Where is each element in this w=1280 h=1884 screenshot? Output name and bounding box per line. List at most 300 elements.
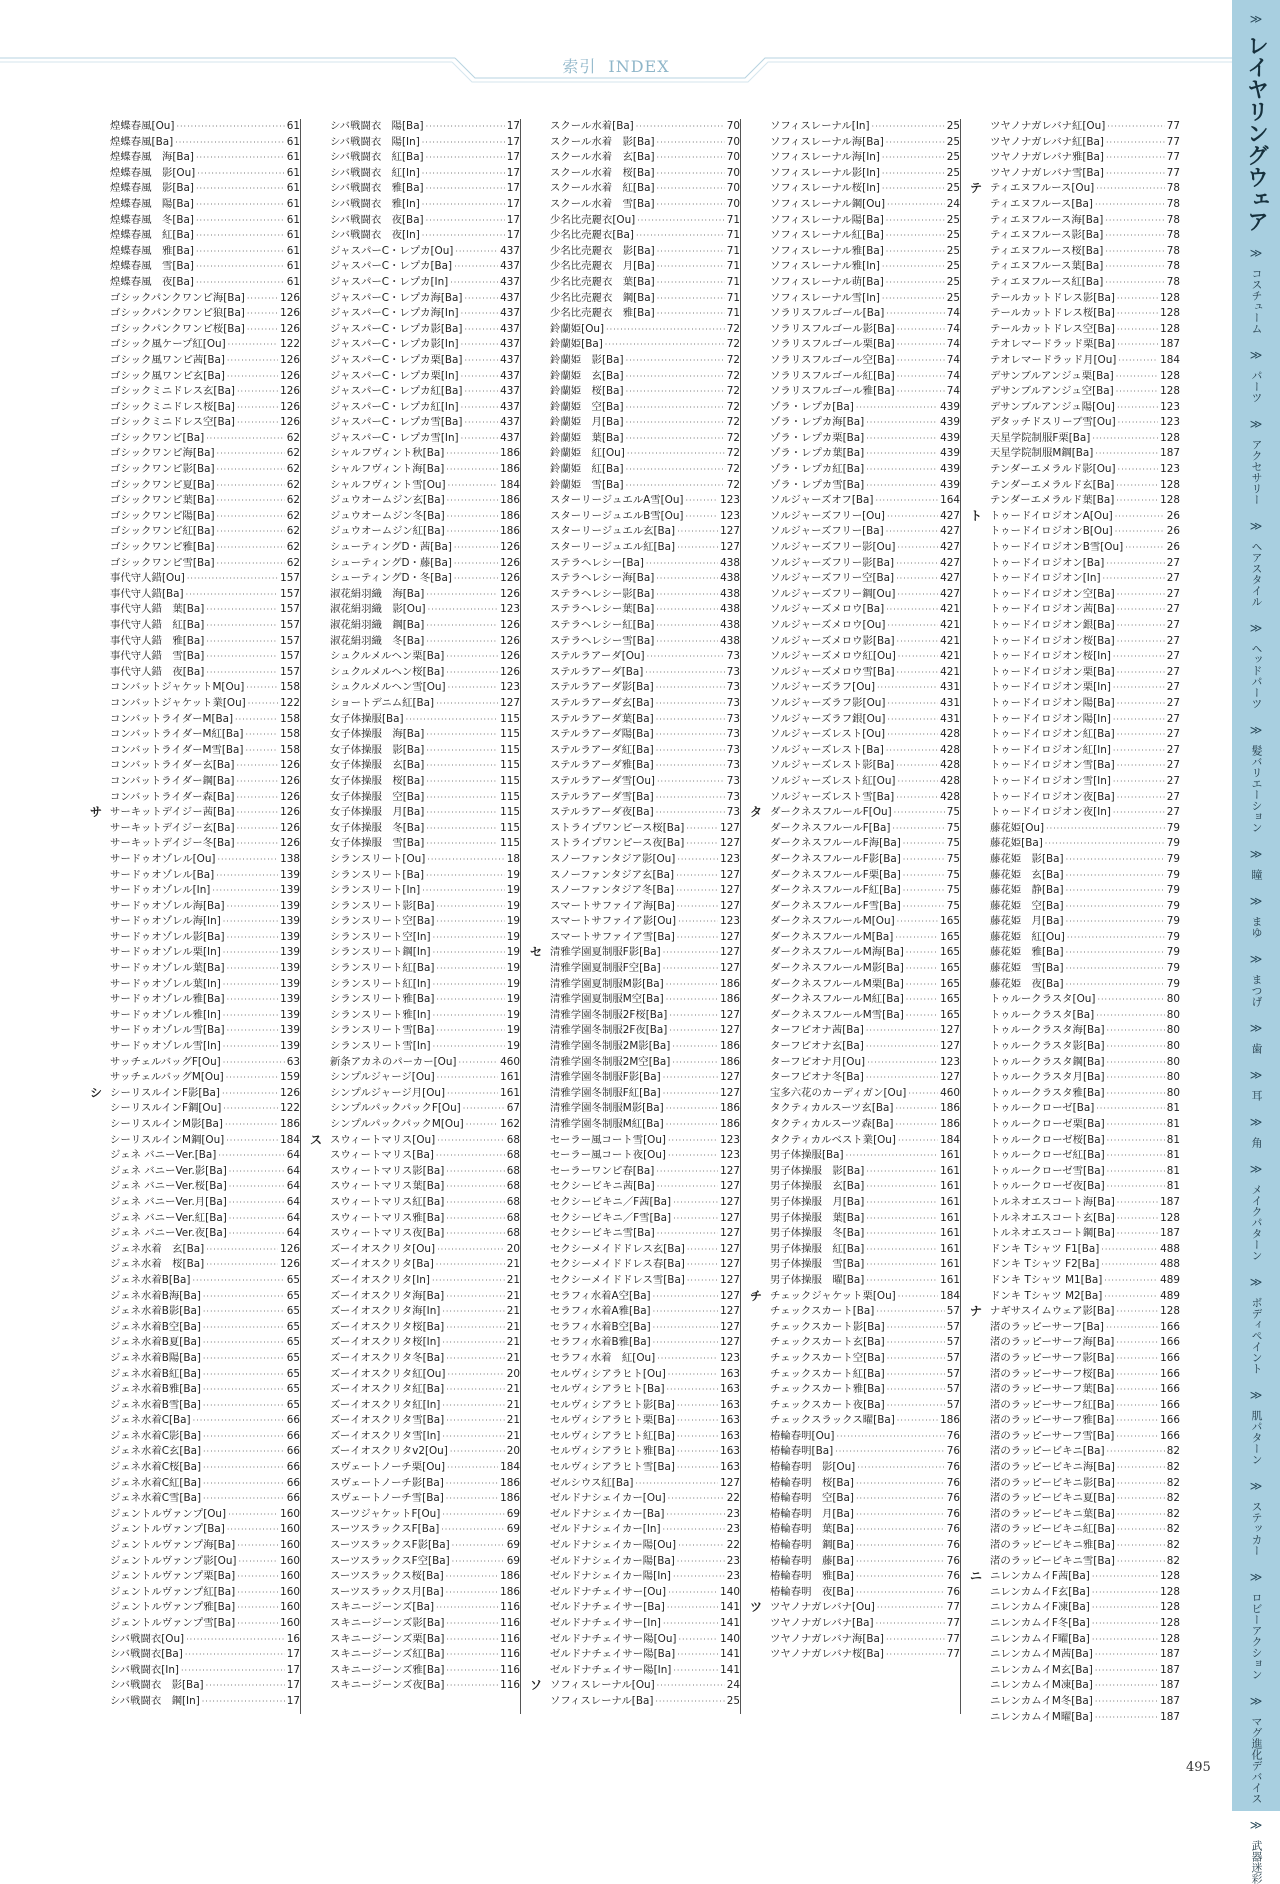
entry-name: サードゥオゾレル栗[In] (110, 946, 221, 959)
index-entry (550, 696, 740, 712)
entry-name: チェックスカート玄[Ba] (770, 1336, 885, 1349)
leader-dots (426, 119, 505, 135)
leader-dots (1116, 493, 1158, 509)
entry-name: ステラヘレシー雪[Ba] (550, 634, 655, 647)
leader-dots (1107, 1055, 1165, 1071)
index-entry (990, 821, 1180, 837)
leader-dots (461, 369, 499, 385)
leader-dots (647, 649, 725, 665)
index-entry (90, 1085, 300, 1102)
entry-page: 27 (1166, 759, 1180, 772)
entry-name: ソルジャーズメロウ影[Ba] (770, 634, 895, 647)
leader-dots (636, 119, 725, 135)
entry-name: 男子体操服 雪[Ba] (770, 1258, 865, 1271)
entry-page: 127 (720, 821, 740, 834)
entry-page: 186 (720, 993, 740, 1006)
entry-page: 72 (726, 385, 740, 398)
leader-dots (657, 135, 725, 151)
entry-name: トゥルークローゼ[Ba] (990, 1102, 1095, 1115)
entry-name: ティエヌフルース[Ou] (990, 182, 1095, 195)
index-entry (770, 1148, 960, 1164)
index-entry (330, 166, 520, 182)
leader-dots (1046, 821, 1165, 837)
entry-page: 115 (500, 790, 520, 803)
leader-dots (217, 540, 285, 556)
leader-dots (446, 1195, 504, 1211)
entry-page: 27 (1166, 790, 1180, 803)
index-entry (110, 1304, 300, 1320)
leader-dots (605, 337, 725, 353)
leader-dots (229, 1211, 285, 1227)
leader-dots (1116, 1335, 1158, 1351)
leader-dots (1092, 1600, 1158, 1616)
index-entry (770, 181, 960, 197)
entry-page: 22 (726, 1492, 740, 1505)
index-entry (770, 977, 960, 993)
index-entry (330, 961, 520, 977)
entry-name: ジェネ水着C[Ba] (110, 1414, 191, 1427)
leader-dots (886, 228, 945, 244)
entry-page: 160 (280, 1617, 300, 1629)
entry-name: シューティングD・茜[Ba] (330, 541, 452, 554)
entry-name: シランスリート雪[Ba] (330, 1024, 435, 1037)
index-entry (990, 1101, 1180, 1117)
leader-dots (626, 431, 725, 447)
leader-dots (897, 774, 938, 790)
index-entry (990, 1257, 1180, 1273)
entry-page: 62 (286, 541, 300, 554)
index-entry (990, 540, 1180, 556)
index-entry (990, 649, 1180, 665)
entry-page: 127 (720, 1180, 740, 1193)
entry-page: 437 (500, 369, 520, 382)
entry-page: 73 (726, 774, 740, 787)
leader-dots (206, 431, 285, 447)
entry-page: 65 (286, 1383, 300, 1396)
leader-dots (1101, 1242, 1158, 1258)
entry-name: 藤花姫 静[Ba] (990, 884, 1064, 897)
entry-name: ジェネ水着C玄[Ba] (110, 1445, 201, 1458)
index-entry (550, 805, 740, 821)
entry-page: 25 (946, 135, 960, 148)
entry-page: 123 (500, 603, 520, 616)
entry-page: 73 (726, 806, 740, 819)
entry-page: 126 (280, 1258, 300, 1271)
leader-dots (656, 696, 725, 712)
entry-name: スマートサファイア海[Ba] (550, 899, 675, 912)
entry-name: ジェントルヴァンプ雅[Ba] (110, 1601, 236, 1614)
sidebar-section-11 (1232, 1090, 1280, 1101)
entry-name: ナギサスイムウェア影[Ba] (990, 1305, 1115, 1318)
entry-name: ソフィスレーナル[Ou] (550, 1679, 655, 1692)
entry-page: 123 (720, 509, 740, 522)
entry-page: 19 (506, 868, 520, 881)
leader-dots (461, 337, 499, 353)
index-entry (770, 275, 960, 291)
entry-page: 78 (1166, 244, 1180, 257)
leader-dots (1095, 1710, 1158, 1726)
leader-dots (238, 1554, 278, 1570)
entry-page: 427 (940, 572, 960, 585)
entry-page: 72 (726, 400, 740, 413)
index-entry (110, 1117, 300, 1133)
index-entry (990, 883, 1180, 899)
entry-page: 57 (946, 1351, 960, 1364)
entry-name: 女子体操服 海[Ba] (330, 728, 425, 741)
entry-page: 25 (726, 1694, 740, 1707)
index-entry (330, 712, 520, 728)
leader-dots (461, 306, 499, 322)
index-entry (770, 150, 960, 166)
leader-dots (196, 259, 285, 275)
entry-name: スクール水着 玄[Ba] (550, 151, 655, 164)
entry-page: 82 (1166, 1461, 1180, 1474)
entry-page: 73 (726, 743, 740, 756)
leader-dots (657, 197, 725, 213)
index-entry (770, 1195, 960, 1211)
entry-page: 139 (280, 1008, 300, 1021)
sidebar-section-label: ヘアスタイル (1250, 541, 1263, 607)
sidebar-section-label: 武器迷彩 (1250, 1840, 1263, 1884)
entry-page: 127 (720, 868, 740, 881)
entry-name: ダークネスフルールM雪[Ba] (770, 1008, 904, 1021)
entry-name: 渚のラッピービキニ[Ba] (990, 1445, 1105, 1458)
index-entry (990, 899, 1180, 915)
entry-page: 82 (1166, 1476, 1180, 1489)
index-entry (990, 618, 1180, 634)
entry-name: 事代守人錯[Ba] (110, 587, 184, 600)
entry-name: スキニージーンズ[Ba] (330, 1601, 434, 1614)
index-entry (770, 259, 960, 275)
leader-dots (223, 1039, 278, 1055)
leader-dots (666, 1101, 718, 1117)
entry-page: 76 (946, 1429, 960, 1442)
entry-name: 鈴蘭姫[Ou] (550, 322, 605, 335)
entry-name: ジェネ水着B陽[Ba] (110, 1351, 201, 1364)
leader-dots (203, 1304, 285, 1320)
leader-dots (442, 1429, 504, 1445)
entry-name: ソルジャーズオフ[Ba] (770, 494, 874, 507)
leader-dots (185, 1647, 285, 1663)
entry-page: 186 (500, 1585, 520, 1598)
leader-dots (446, 1476, 498, 1492)
entry-page: 127 (720, 837, 740, 850)
entry-page: 139 (280, 977, 300, 990)
leader-dots (237, 1569, 278, 1585)
entry-name: 渚のラッピーサーフ影[Ba] (990, 1351, 1115, 1364)
index-entry (550, 213, 740, 229)
leader-dots (677, 1647, 718, 1663)
entry-page: 161 (940, 1242, 960, 1255)
entry-page: 79 (1166, 915, 1180, 928)
leader-dots (1113, 774, 1165, 790)
leader-dots (1116, 1367, 1158, 1383)
entry-name: ステルラアーダ玄[Ba] (550, 696, 654, 709)
index-entry (770, 1320, 960, 1336)
entry-name: ステラヘレシー海[Ba] (550, 572, 655, 585)
leader-dots (426, 805, 498, 821)
leader-dots (903, 836, 945, 852)
leader-dots (1116, 478, 1158, 494)
entry-page: 186 (500, 509, 520, 522)
entry-name: ジェネ水着C紅[Ba] (110, 1476, 201, 1489)
entry-name: セルヴィシアラヒト紅[Ba] (550, 1429, 675, 1442)
entry-page: 128 (1160, 1632, 1180, 1645)
leader-dots (229, 1195, 285, 1211)
entry-page: 128 (1160, 322, 1180, 335)
entry-page: 73 (726, 696, 740, 709)
entry-name: ゴシックミニドレス桜[Ba] (110, 400, 235, 413)
index-entry (330, 992, 520, 1008)
index-entry (330, 649, 520, 665)
leader-dots (657, 244, 725, 260)
entry-name: コンバットライダーM雪[Ba] (110, 743, 244, 756)
leader-dots (866, 462, 938, 478)
entry-name: シランスリート[Ba] (330, 868, 425, 881)
entry-name: スウィートマリス夜[Ba] (330, 1227, 445, 1240)
entry-page: 437 (500, 244, 520, 257)
index-entry (770, 774, 960, 790)
index-entry (550, 135, 740, 151)
leader-dots (887, 1351, 945, 1367)
entry-page: 27 (1166, 743, 1180, 756)
index-entry (110, 899, 300, 915)
entry-name: シバ戦闘衣 紅[In] (330, 166, 420, 179)
entry-page: 127 (720, 1086, 740, 1099)
leader-dots (1101, 1257, 1158, 1273)
entry-page: 19 (506, 1024, 520, 1037)
leader-dots (887, 1335, 945, 1351)
entry-page: 21 (506, 1320, 520, 1333)
entry-name: 淑花絹羽織 影[Ou] (330, 603, 426, 616)
entry-name: シバ戦闘衣 雅[In] (330, 197, 420, 210)
sidebar-section-label: 瞳 (1250, 869, 1263, 880)
index-entry (110, 1242, 300, 1258)
leader-dots (677, 1398, 718, 1414)
entry-name: ステルラアーダ陽[Ba] (550, 728, 654, 741)
entry-name: スーツスラックスF[Ba] (330, 1523, 440, 1536)
leader-dots (227, 930, 279, 946)
leader-dots (1107, 1444, 1165, 1460)
entry-name: スヴェートノーチ影[Ba] (330, 1476, 444, 1489)
entry-name: 渚のラッピービキニ雅[Ba] (990, 1539, 1115, 1552)
leader-dots (196, 150, 285, 166)
index-entry (550, 1008, 740, 1024)
leader-dots (447, 1367, 504, 1383)
leader-dots (1116, 1413, 1158, 1429)
index-entry (110, 462, 300, 478)
leader-dots (887, 618, 938, 634)
index-entry (330, 1148, 520, 1164)
entry-page: 438 (720, 634, 740, 647)
entry-name: 渚のラッピービキニ夏[Ba] (990, 1492, 1115, 1505)
leader-dots (186, 1632, 285, 1648)
entry-name: 男子体操服 葉[Ba] (770, 1211, 865, 1224)
entry-page: 64 (286, 1164, 300, 1177)
index-entry (310, 1132, 520, 1149)
index-entry (990, 743, 1180, 759)
index-entry (770, 680, 960, 696)
index-entry (110, 1367, 300, 1383)
entry-page: 160 (280, 1507, 300, 1520)
index-entry (990, 400, 1180, 416)
entry-name: 事代守人錯 雪[Ba] (110, 650, 205, 663)
entry-name: 宝多六花のカーディガン[Ou] (770, 1086, 907, 1099)
entry-name: 藤花姫 月[Ba] (990, 915, 1064, 928)
entry-name: ニレンカムイM玄[Ba] (990, 1663, 1093, 1676)
entry-name: ジュウオームジン玄[Ba] (330, 494, 445, 507)
entry-name: ティエヌフルース桜[Ba] (990, 244, 1104, 257)
leader-dots (866, 1039, 938, 1055)
entry-name: ステルラアーダ紅[Ba] (550, 743, 654, 756)
entry-name: 鈴蘭姫 桜[Ba] (550, 385, 624, 398)
entry-name: ターフピオナ冬[Ba] (770, 1071, 864, 1084)
leader-dots (223, 1055, 285, 1071)
index-entry (330, 1382, 520, 1398)
entry-name: ドンキ Tシャツ M2[Ba] (990, 1289, 1103, 1302)
index-entry (330, 680, 520, 696)
entry-name: 椿輪春明 影[Ou] (770, 1461, 856, 1474)
entry-page: 127 (940, 1024, 960, 1037)
index-entry (990, 244, 1180, 260)
entry-page: 19 (506, 915, 520, 928)
index-entry (330, 1413, 520, 1429)
entry-name: ゾラ・レプカ紅[Ba] (770, 463, 865, 476)
entry-page: 27 (1166, 665, 1180, 678)
entry-name: 少名比売麗衣[Ou] (550, 213, 636, 226)
index-entry (550, 899, 740, 915)
entry-page: 77 (1166, 120, 1180, 132)
entry-name: ツヤノナガレバナ海[Ba] (770, 1632, 884, 1645)
leader-dots (668, 1133, 718, 1149)
leader-dots (653, 1320, 719, 1336)
leader-dots (866, 1179, 938, 1195)
index-entry (990, 119, 1180, 135)
entry-page: 184 (940, 1133, 960, 1146)
entry-name: ダークネスフルールM[Ou] (770, 915, 895, 928)
entry-page: 115 (500, 774, 520, 787)
entry-name: 男子体操服 影[Ba] (770, 1164, 865, 1177)
sidebar-section-label: ヘッドパーツ (1250, 643, 1263, 709)
index-entry (770, 1039, 960, 1055)
index-entry (330, 415, 520, 431)
entry-page: 126 (280, 369, 300, 382)
entry-page: 19 (506, 1008, 520, 1021)
index-entry (770, 1257, 960, 1273)
index-entry (330, 1257, 520, 1273)
entry-name: 清雅学園冬制服2M影[Ba] (550, 1040, 671, 1053)
index-entry (990, 228, 1180, 244)
entry-page: 68 (506, 1149, 520, 1162)
index-entry (330, 1554, 520, 1570)
index-entry (110, 275, 300, 291)
leader-dots (454, 259, 498, 275)
entry-page: 81 (1166, 1102, 1180, 1115)
entry-name: ソフィスレーナル陽[Ba] (770, 213, 884, 226)
entry-page: 139 (280, 993, 300, 1006)
leader-dots (1116, 384, 1158, 400)
index-entry (990, 930, 1180, 946)
index-entry (550, 1491, 740, 1507)
entry-page: 163 (720, 1461, 740, 1474)
index-entry (330, 1211, 520, 1227)
leader-dots (203, 1398, 285, 1414)
leader-dots (436, 1257, 505, 1273)
entry-page: 17 (506, 197, 520, 210)
entry-name: スヴェートノーチ栗[Ou] (330, 1461, 446, 1474)
kana-heading: チ (750, 1288, 763, 1303)
entry-name: 天星学院制服M鋼[Ba] (990, 447, 1094, 460)
leader-dots (656, 587, 718, 603)
leader-dots (856, 1569, 945, 1585)
leader-dots (872, 119, 945, 135)
entry-name: セクシービキニ／F雪[Ba] (550, 1211, 672, 1224)
chevron-icon: ≫ (1249, 348, 1263, 362)
entry-name: スノーファンタジア冬[Ba] (550, 884, 675, 897)
entry-page: 79 (1166, 821, 1180, 834)
index-entry (110, 431, 300, 447)
index-entry (110, 1600, 300, 1616)
entry-name: 渚のラッピーサーフ葉[Ba] (990, 1383, 1115, 1396)
entry-name: トゥードイロジオン夜[In] (990, 806, 1111, 819)
entry-name: セクシーメイドドレス玄[Ba] (550, 1242, 685, 1255)
entry-name: トゥードイロジオン陽[Ba] (990, 696, 1115, 709)
leader-dots (426, 150, 505, 166)
entry-page: 161 (940, 1180, 960, 1193)
entry-page: 128 (1160, 307, 1180, 320)
index-entry (330, 602, 520, 618)
entry-page: 17 (506, 120, 520, 132)
entry-page: 74 (946, 338, 960, 351)
entry-page: 187 (1160, 447, 1180, 460)
entry-name: 清雅学園冬制服2M空[Ba] (550, 1055, 671, 1068)
leader-dots (426, 618, 498, 634)
entry-page: 139 (280, 962, 300, 975)
index-entry (330, 868, 520, 884)
leader-dots (666, 977, 718, 993)
index-entry (990, 1211, 1180, 1227)
entry-page: 69 (506, 1507, 520, 1520)
entry-page: 81 (1166, 1164, 1180, 1177)
index-entry (330, 353, 520, 369)
entry-name: 煌蝶春風 陽[Ba] (110, 197, 194, 210)
entry-name: サードゥオゾレル雅[In] (110, 1008, 221, 1021)
entry-name: シューティングD・冬[Ba] (330, 572, 452, 585)
entry-page: 123 (500, 681, 520, 694)
entry-name: 渚のラッピーサーフ雪[Ba] (990, 1429, 1115, 1442)
entry-page: 161 (500, 1071, 520, 1084)
leader-dots (1092, 1585, 1158, 1601)
index-entry (990, 1055, 1180, 1071)
entry-name: 藤花姫 玄[Ba] (990, 868, 1064, 881)
leader-dots (217, 478, 285, 494)
sidebar-section-4 (1232, 541, 1280, 607)
leader-dots (656, 634, 718, 650)
entry-page: 17 (506, 213, 520, 226)
leader-dots (892, 821, 944, 837)
index-entry (330, 540, 520, 556)
entry-name: スターリージュエルA雪[Ou] (550, 494, 684, 507)
entry-name: 渚のラッピーサーフ桜[Ba] (990, 1367, 1115, 1380)
leader-dots (637, 213, 725, 229)
index-entry (550, 353, 740, 369)
entry-name: ゴシックワンピ雅[Ba] (110, 541, 215, 554)
leader-dots (236, 790, 278, 806)
leader-dots (203, 1460, 285, 1476)
index-entry (770, 961, 960, 977)
entry-name: 男子体操服 月[Ba] (770, 1195, 865, 1208)
entry-page: 81 (1166, 1133, 1180, 1146)
